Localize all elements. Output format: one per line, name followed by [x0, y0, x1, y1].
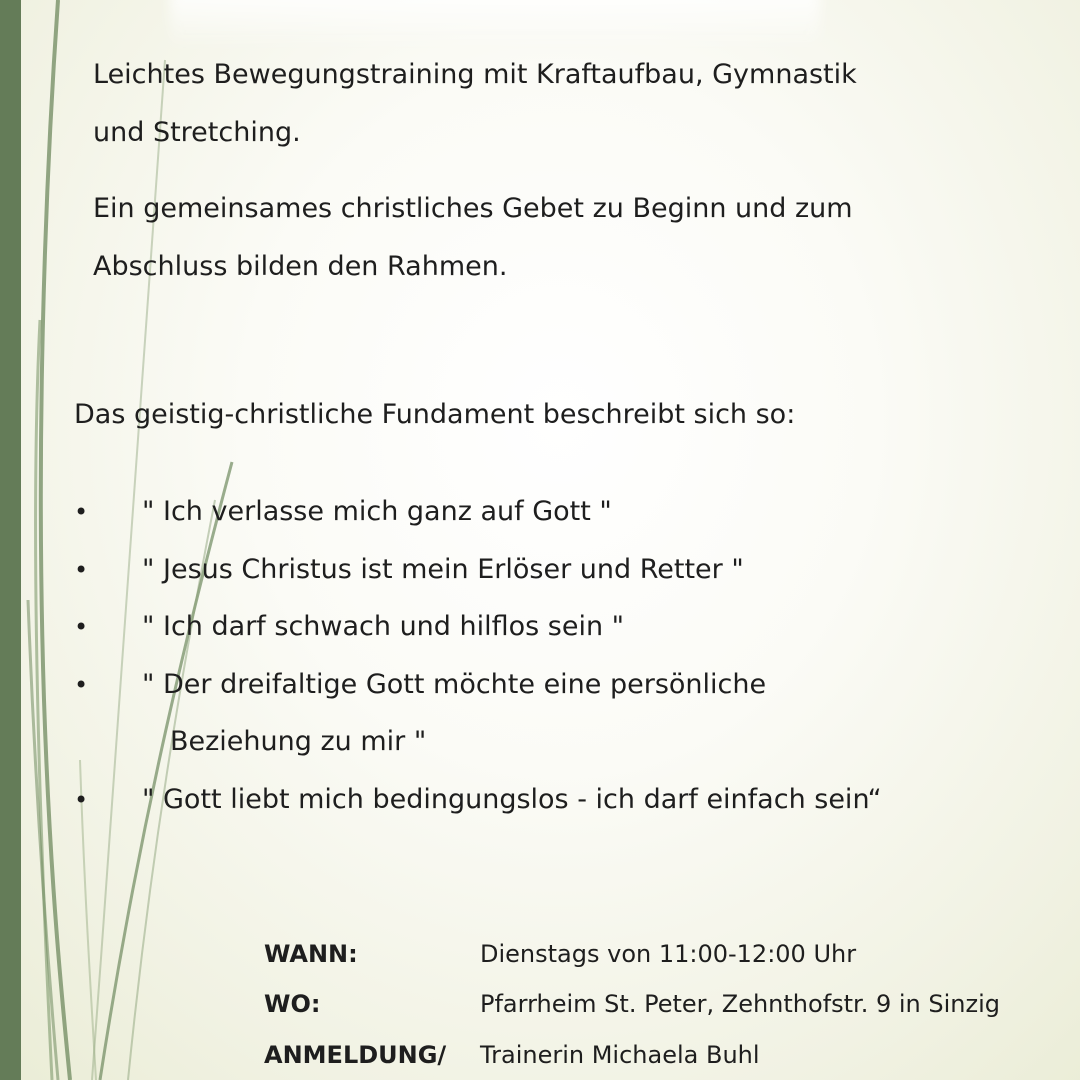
signup-label: ANMELDUNG/	[264, 1041, 447, 1069]
intro-line-2: und Stretching.	[93, 117, 301, 148]
bullet-icon: •	[74, 556, 89, 584]
signup-value: Trainerin Michaela Buhl	[480, 1041, 760, 1069]
intro-line-4: Abschluss bilden den Rahmen.	[93, 251, 508, 282]
where-label: WO:	[264, 990, 321, 1018]
bullet-icon: •	[74, 498, 89, 526]
when-value: Dienstags von 11:00-12:00 Uhr	[480, 940, 857, 968]
intro-line-3: Ein gemeinsames christliches Gebet zu Beginn und zum	[93, 193, 853, 224]
quote-text: " Jesus Christus ist mein Erlöser und Retter "	[142, 554, 744, 585]
quote-text: " Der dreifaltige Gott möchte eine persönliche	[142, 669, 767, 700]
quote-text: " Ich verlasse mich ganz auf Gott "	[142, 496, 612, 527]
when-label: WANN:	[264, 940, 358, 968]
where-value: Pfarrheim St. Peter, Zehnthofstr. 9 in Sinzig	[480, 990, 1000, 1018]
foundation-heading: Das geistig-christliche Fundament beschreibt sich so:	[74, 399, 796, 430]
quote-text: " Ich darf schwach und hilflos sein "	[142, 611, 625, 642]
bullet-icon: •	[74, 613, 89, 641]
intro-line-1: Leichtes Bewegungstraining mit Kraftaufbau, Gymnastik	[93, 59, 857, 90]
quote-text: " Gott liebt mich bedingungslos - ich darf einfach sein“	[142, 784, 882, 815]
quote-continuation: Beziehung zu mir "	[170, 726, 427, 757]
bullet-icon: •	[74, 786, 89, 814]
bullet-icon: •	[74, 671, 89, 699]
